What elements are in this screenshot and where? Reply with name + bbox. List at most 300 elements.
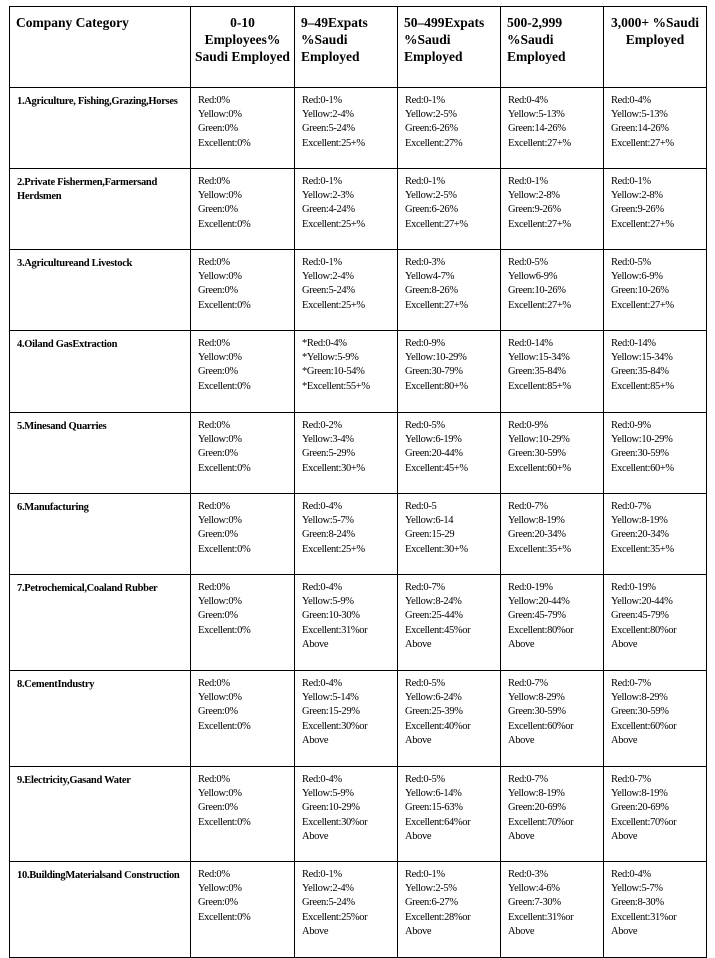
category-cell: 2.Private Fishermen,Farmersand Herdsmen <box>10 169 191 250</box>
header-0-10-label: 0-10 Employees% Saudi Employed <box>195 15 290 64</box>
threshold-line: Yellow:2-8% <box>508 190 560 202</box>
threshold-line: Green:10-29% <box>302 802 360 814</box>
threshold-line: Excellent:27+% <box>611 137 674 149</box>
threshold-line: Green:45-79% <box>508 610 566 622</box>
threshold-line: Red:0-4% <box>302 582 342 593</box>
threshold-line: Above <box>302 925 329 937</box>
threshold-line: Green:35-84% <box>508 366 566 378</box>
threshold-line: Yellow:0% <box>198 109 242 121</box>
threshold-line: Excellent:35+% <box>508 543 571 555</box>
threshold-line: Excellent:0% <box>198 218 251 230</box>
header-500-2999 <box>501 7 604 88</box>
threshold-line: Red:0-5% <box>405 420 445 431</box>
threshold-line: Red:0-14% <box>611 338 656 349</box>
threshold-line: Green:20-34% <box>508 529 566 541</box>
threshold-line: Excellent:27+% <box>611 218 674 230</box>
threshold-line: Green:0% <box>198 285 238 297</box>
table-row <box>10 88 707 169</box>
threshold-cell <box>501 575 604 671</box>
threshold-line: Excellent:45+% <box>405 462 468 474</box>
threshold-line: Green:14-26% <box>508 123 566 135</box>
threshold-line: Excellent:27+% <box>508 299 571 311</box>
threshold-line: Green:0% <box>198 610 238 622</box>
threshold-line: Yellow:8-29% <box>611 692 668 704</box>
threshold-line: Excellent:30%or <box>302 720 368 732</box>
threshold-line: Excellent:0% <box>198 911 251 923</box>
threshold-line: Red:0-2% <box>302 420 342 431</box>
threshold-line: Excellent:25+% <box>302 299 365 311</box>
threshold-line: Excellent:0% <box>198 543 251 555</box>
threshold-cell <box>191 331 295 413</box>
threshold-line: Excellent:70%or <box>508 816 574 828</box>
threshold-line: Red:0-1% <box>302 869 342 880</box>
threshold-cell <box>604 169 707 250</box>
nitaqat-table <box>9 6 707 958</box>
threshold-cell <box>501 88 604 169</box>
threshold-line: Green:20-44% <box>405 448 463 460</box>
threshold-line: Green:5-24% <box>302 285 355 297</box>
threshold-cell <box>191 250 295 331</box>
threshold-line: Green:5-29% <box>302 448 355 460</box>
threshold-line: Yellow:0% <box>198 515 242 527</box>
header-company-category: Company Category <box>10 7 191 88</box>
threshold-line: Green:8-24% <box>302 529 355 541</box>
threshold-line: Green:30-59% <box>508 448 566 460</box>
threshold-line: Green:6-26% <box>405 123 458 135</box>
threshold-line: *Excellent:55+% <box>302 380 370 392</box>
threshold-line: Above <box>611 734 638 746</box>
threshold-line: Above <box>302 830 329 842</box>
threshold-cell <box>501 862 604 958</box>
threshold-line: Excellent:28%or <box>405 911 471 923</box>
threshold-line: *Red:0-4% <box>302 338 347 349</box>
threshold-cell <box>398 413 501 494</box>
threshold-line: Green:6-27% <box>405 897 458 909</box>
threshold-line: Green:0% <box>198 529 238 541</box>
threshold-line: Above <box>611 925 638 937</box>
threshold-line: Red:0-9% <box>405 338 445 349</box>
threshold-line: Green:0% <box>198 802 238 814</box>
threshold-line: Green:0% <box>198 897 238 909</box>
header-500-2999-label: 500-2,999 %Saudi Employed <box>507 15 566 64</box>
threshold-line: Green:8-26% <box>405 285 458 297</box>
threshold-line: Green:25-39% <box>405 706 463 718</box>
threshold-line: Green:20-69% <box>611 802 669 814</box>
threshold-line: Excellent:85+% <box>611 380 674 392</box>
threshold-cell <box>295 413 398 494</box>
threshold-line: Red:0-5% <box>405 774 445 785</box>
threshold-line: Yellow:0% <box>198 271 242 283</box>
threshold-line: Green:7-30% <box>508 897 561 909</box>
threshold-line: Yellow:2-8% <box>611 190 663 202</box>
threshold-line: Red:0-1% <box>302 257 342 268</box>
threshold-line: Yellow:5-13% <box>508 109 565 121</box>
threshold-line: Excellent:40%or <box>405 720 471 732</box>
threshold-line: Red:0-9% <box>508 420 548 431</box>
threshold-line: Red:0% <box>198 869 230 880</box>
threshold-cell <box>604 671 707 767</box>
threshold-line: Yellow:8-19% <box>611 788 668 800</box>
threshold-line: Red:0% <box>198 338 230 349</box>
threshold-line: Yellow:10-29% <box>508 434 570 446</box>
threshold-line: Red:0-4% <box>611 95 651 106</box>
threshold-line: Above <box>405 830 432 842</box>
category-cell: 6.Manufacturing <box>10 494 191 575</box>
threshold-line: Green:0% <box>198 123 238 135</box>
threshold-line: Yellow:20-44% <box>508 596 570 608</box>
threshold-line: Yellow6-9% <box>508 271 558 283</box>
threshold-line: Green:30-59% <box>508 706 566 718</box>
table-body <box>10 88 707 958</box>
threshold-line: Excellent:60%or <box>611 720 677 732</box>
table-row <box>10 250 707 331</box>
threshold-line: Red:0-4% <box>302 678 342 689</box>
threshold-line: Excellent:45%or <box>405 624 471 636</box>
threshold-line: Red:0-4% <box>611 869 651 880</box>
threshold-line: Excellent:64%or <box>405 816 471 828</box>
threshold-cell <box>191 169 295 250</box>
table-row <box>10 862 707 958</box>
threshold-line: Excellent:25+% <box>302 137 365 149</box>
threshold-cell <box>604 88 707 169</box>
threshold-line: Red:0-7% <box>508 774 548 785</box>
threshold-line: Yellow4-7% <box>405 271 455 283</box>
threshold-line: Green:0% <box>198 366 238 378</box>
threshold-cell <box>398 862 501 958</box>
threshold-line: Red:0-1% <box>508 176 548 187</box>
threshold-line: Green:20-69% <box>508 802 566 814</box>
threshold-line: Green:15-29 <box>405 529 455 541</box>
threshold-cell <box>398 494 501 575</box>
threshold-line: Yellow:10-29% <box>611 434 673 446</box>
threshold-line: Yellow:2-3% <box>302 190 354 202</box>
threshold-line: Yellow:0% <box>198 596 242 608</box>
threshold-cell <box>398 767 501 862</box>
threshold-line: Green:30-59% <box>611 448 669 460</box>
threshold-line: Yellow:2-5% <box>405 109 457 121</box>
threshold-line: Excellent:35+% <box>611 543 674 555</box>
header-3000-plus <box>604 7 707 88</box>
threshold-line: Yellow:8-29% <box>508 692 565 704</box>
threshold-line: Excellent:85+% <box>508 380 571 392</box>
threshold-line: Above <box>405 734 432 746</box>
threshold-line: Excellent:27% <box>405 137 463 149</box>
threshold-line: Red:0-7% <box>405 582 445 593</box>
threshold-cell <box>295 862 398 958</box>
header-0-10-employees <box>191 7 295 88</box>
threshold-line: Green:10-30% <box>302 610 360 622</box>
threshold-line: Red:0-4% <box>302 501 342 512</box>
threshold-line: Excellent:25%or <box>302 911 368 923</box>
threshold-cell <box>398 331 501 413</box>
threshold-cell <box>295 671 398 767</box>
threshold-cell <box>398 169 501 250</box>
threshold-line: Yellow:0% <box>198 434 242 446</box>
threshold-line: Yellow:2-5% <box>405 883 457 895</box>
threshold-line: Yellow:2-4% <box>302 109 354 121</box>
threshold-line: Red:0-3% <box>508 869 548 880</box>
threshold-cell <box>191 767 295 862</box>
threshold-line: Red:0-9% <box>611 420 651 431</box>
threshold-line: Excellent:80+% <box>405 380 468 392</box>
threshold-line: Yellow:0% <box>198 352 242 364</box>
threshold-line: Yellow:2-5% <box>405 190 457 202</box>
threshold-line: Above <box>611 638 638 650</box>
threshold-cell <box>398 88 501 169</box>
threshold-line: Above <box>508 830 535 842</box>
threshold-cell <box>295 169 398 250</box>
threshold-cell <box>295 88 398 169</box>
threshold-line: Excellent:60+% <box>611 462 674 474</box>
table-row <box>10 413 707 494</box>
threshold-line: Excellent:60%or <box>508 720 574 732</box>
threshold-line: Red:0% <box>198 774 230 785</box>
threshold-line: Excellent:31%or <box>611 911 677 923</box>
threshold-line: Yellow:0% <box>198 692 242 704</box>
threshold-line: *Green:10-54% <box>302 366 365 378</box>
threshold-line: Yellow:6-9% <box>611 271 663 283</box>
threshold-line: Green:15-63% <box>405 802 463 814</box>
threshold-line: Green:0% <box>198 706 238 718</box>
header-9-49-label: 9–49Expats %Saudi Employed <box>301 15 368 64</box>
threshold-line: Above <box>611 830 638 842</box>
threshold-cell <box>398 671 501 767</box>
threshold-line: Red:0-5 <box>405 501 437 512</box>
threshold-line: Red:0% <box>198 176 230 187</box>
threshold-line: Excellent:30+% <box>405 543 468 555</box>
threshold-line: Yellow:8-19% <box>508 515 565 527</box>
threshold-cell <box>604 250 707 331</box>
threshold-line: Yellow:8-24% <box>405 596 462 608</box>
threshold-cell <box>501 331 604 413</box>
threshold-line: Excellent:0% <box>198 462 251 474</box>
threshold-line: Yellow:8-19% <box>611 515 668 527</box>
threshold-line: Above <box>302 734 329 746</box>
threshold-line: Excellent:70%or <box>611 816 677 828</box>
threshold-line: Red:0% <box>198 582 230 593</box>
threshold-line: Red:0-1% <box>405 869 445 880</box>
threshold-cell <box>398 575 501 671</box>
threshold-line: Green:14-26% <box>611 123 669 135</box>
threshold-line: Above <box>405 925 432 937</box>
threshold-line: Excellent:80%or <box>508 624 574 636</box>
threshold-cell <box>501 494 604 575</box>
threshold-line: Excellent:80%or <box>611 624 677 636</box>
threshold-line: Yellow:0% <box>198 883 242 895</box>
category-cell: 4.Oiland GasExtraction <box>10 331 191 413</box>
threshold-line: Excellent:0% <box>198 380 251 392</box>
threshold-line: Red:0-4% <box>508 95 548 106</box>
threshold-cell <box>191 494 295 575</box>
threshold-cell <box>295 767 398 862</box>
threshold-cell <box>604 494 707 575</box>
threshold-cell <box>191 575 295 671</box>
threshold-line: Yellow:3-4% <box>302 434 354 446</box>
threshold-line: Excellent:0% <box>198 720 251 732</box>
threshold-cell <box>501 413 604 494</box>
threshold-line: Yellow:6-14% <box>405 788 462 800</box>
threshold-line: Yellow:5-14% <box>302 692 359 704</box>
category-cell: 5.Minesand Quarries <box>10 413 191 494</box>
threshold-line: Excellent:30%or <box>302 816 368 828</box>
threshold-line: Red:0% <box>198 257 230 268</box>
category-cell: 8.CementIndustry <box>10 671 191 767</box>
threshold-line: Red:0-1% <box>611 176 651 187</box>
header-50-499-label: 50–499Expats %Saudi Employed <box>404 15 485 64</box>
threshold-line: Red:0-5% <box>405 678 445 689</box>
threshold-line: Yellow:8-19% <box>508 788 565 800</box>
threshold-line: Red:0% <box>198 95 230 106</box>
threshold-cell <box>295 494 398 575</box>
threshold-line: Green:9-26% <box>611 204 664 216</box>
threshold-line: Above <box>302 638 329 650</box>
threshold-line: Yellow:5-9% <box>302 596 354 608</box>
threshold-line: Green:5-24% <box>302 897 355 909</box>
threshold-line: Green:10-26% <box>508 285 566 297</box>
threshold-line: Excellent:27+% <box>405 299 468 311</box>
threshold-line: Above <box>405 638 432 650</box>
threshold-line: Excellent:0% <box>198 299 251 311</box>
threshold-cell <box>501 250 604 331</box>
threshold-line: Yellow:15-34% <box>611 352 673 364</box>
threshold-line: Above <box>508 925 535 937</box>
threshold-line: Yellow:5-7% <box>611 883 663 895</box>
threshold-line: Yellow:4-6% <box>508 883 560 895</box>
threshold-line: Excellent:27+% <box>611 299 674 311</box>
threshold-line: Green:35-84% <box>611 366 669 378</box>
threshold-line: Yellow:5-13% <box>611 109 668 121</box>
threshold-line: Red:0-1% <box>302 176 342 187</box>
table-row <box>10 767 707 862</box>
threshold-line: Red:0-1% <box>302 95 342 106</box>
threshold-cell <box>604 331 707 413</box>
threshold-line: Yellow:0% <box>198 788 242 800</box>
category-cell: 7.Petrochemical,Coaland Rubber <box>10 575 191 671</box>
threshold-line: Red:0-14% <box>508 338 553 349</box>
threshold-line: Yellow:2-4% <box>302 271 354 283</box>
threshold-line: Red:0-4% <box>302 774 342 785</box>
table-row <box>10 671 707 767</box>
threshold-line: Green:20-34% <box>611 529 669 541</box>
threshold-line: Yellow:15-34% <box>508 352 570 364</box>
threshold-line: Green:15-29% <box>302 706 360 718</box>
threshold-line: Yellow:6-14 <box>405 515 454 527</box>
threshold-line: Red:0-7% <box>611 678 651 689</box>
threshold-cell <box>295 331 398 413</box>
category-cell: 10.BuildingMaterialsand Construction <box>10 862 191 958</box>
threshold-line: Excellent:25+% <box>302 218 365 230</box>
threshold-line: Green:10-26% <box>611 285 669 297</box>
threshold-line: Yellow:10-29% <box>405 352 467 364</box>
threshold-line: Green:4-24% <box>302 204 355 216</box>
threshold-cell <box>191 88 295 169</box>
threshold-line: Green:30-79% <box>405 366 463 378</box>
threshold-line: *Yellow:5-9% <box>302 352 359 364</box>
threshold-line: Red:0-5% <box>611 257 651 268</box>
threshold-cell <box>604 575 707 671</box>
threshold-cell <box>191 862 295 958</box>
category-cell: 3.Agricultureand Livestock <box>10 250 191 331</box>
threshold-line: Red:0-3% <box>405 257 445 268</box>
threshold-line: Above <box>508 638 535 650</box>
threshold-line: Yellow:5-9% <box>302 788 354 800</box>
threshold-line: Excellent:27+% <box>508 218 571 230</box>
threshold-line: Yellow:6-24% <box>405 692 462 704</box>
threshold-cell <box>604 413 707 494</box>
threshold-line: Above <box>508 734 535 746</box>
threshold-cell <box>501 767 604 862</box>
threshold-line: Red:0% <box>198 420 230 431</box>
threshold-line: Green:30-59% <box>611 706 669 718</box>
header-3000-plus-label: 3,000+ %Saudi Employed <box>611 15 699 47</box>
threshold-line: Excellent:60+% <box>508 462 571 474</box>
threshold-line: Red:0-7% <box>611 774 651 785</box>
table-row <box>10 331 707 413</box>
threshold-line: Green:6-26% <box>405 204 458 216</box>
threshold-line: Yellow:5-7% <box>302 515 354 527</box>
table-row <box>10 169 707 250</box>
threshold-cell <box>604 767 707 862</box>
threshold-cell <box>398 250 501 331</box>
threshold-cell <box>191 413 295 494</box>
threshold-line: Green:8-30% <box>611 897 664 909</box>
header-50-499-expats <box>398 7 501 88</box>
threshold-line: Excellent:31%or <box>302 624 368 636</box>
threshold-line: Excellent:25+% <box>302 543 365 555</box>
threshold-line: Yellow:6-19% <box>405 434 462 446</box>
threshold-line: Green:25-44% <box>405 610 463 622</box>
threshold-line: Yellow:0% <box>198 190 242 202</box>
table-row <box>10 494 707 575</box>
category-cell: 9.Electricity,Gasand Water <box>10 767 191 862</box>
table-row <box>10 575 707 671</box>
header-9-49-expats <box>295 7 398 88</box>
threshold-cell <box>501 169 604 250</box>
threshold-line: Red:0-1% <box>405 176 445 187</box>
threshold-line: Red:0-7% <box>611 501 651 512</box>
threshold-cell <box>191 671 295 767</box>
threshold-line: Red:0-19% <box>508 582 553 593</box>
threshold-line: Excellent:0% <box>198 816 251 828</box>
threshold-line: Yellow:2-4% <box>302 883 354 895</box>
threshold-line: Red:0-7% <box>508 678 548 689</box>
threshold-line: Red:0-5% <box>508 257 548 268</box>
threshold-cell <box>501 671 604 767</box>
threshold-line: Excellent:30+% <box>302 462 365 474</box>
threshold-line: Excellent:0% <box>198 137 251 149</box>
threshold-cell <box>295 250 398 331</box>
threshold-line: Red:0-19% <box>611 582 656 593</box>
threshold-line: Red:0% <box>198 678 230 689</box>
threshold-line: Green:45-79% <box>611 610 669 622</box>
header-row <box>10 7 707 88</box>
threshold-line: Red:0% <box>198 501 230 512</box>
threshold-cell <box>604 862 707 958</box>
threshold-line: Yellow:20-44% <box>611 596 673 608</box>
threshold-line: Excellent:27+% <box>508 137 571 149</box>
threshold-line: Green:5-24% <box>302 123 355 135</box>
threshold-line: Excellent:27+% <box>405 218 468 230</box>
threshold-line: Green:0% <box>198 204 238 216</box>
threshold-line: Red:0-1% <box>405 95 445 106</box>
threshold-line: Excellent:0% <box>198 624 251 636</box>
threshold-cell <box>295 575 398 671</box>
threshold-line: Green:0% <box>198 448 238 460</box>
category-cell: 1.Agriculture, Fishing,Grazing,Horses <box>10 88 191 169</box>
threshold-line: Excellent:31%or <box>508 911 574 923</box>
threshold-line: Red:0-7% <box>508 501 548 512</box>
threshold-line: Green:9-26% <box>508 204 561 216</box>
